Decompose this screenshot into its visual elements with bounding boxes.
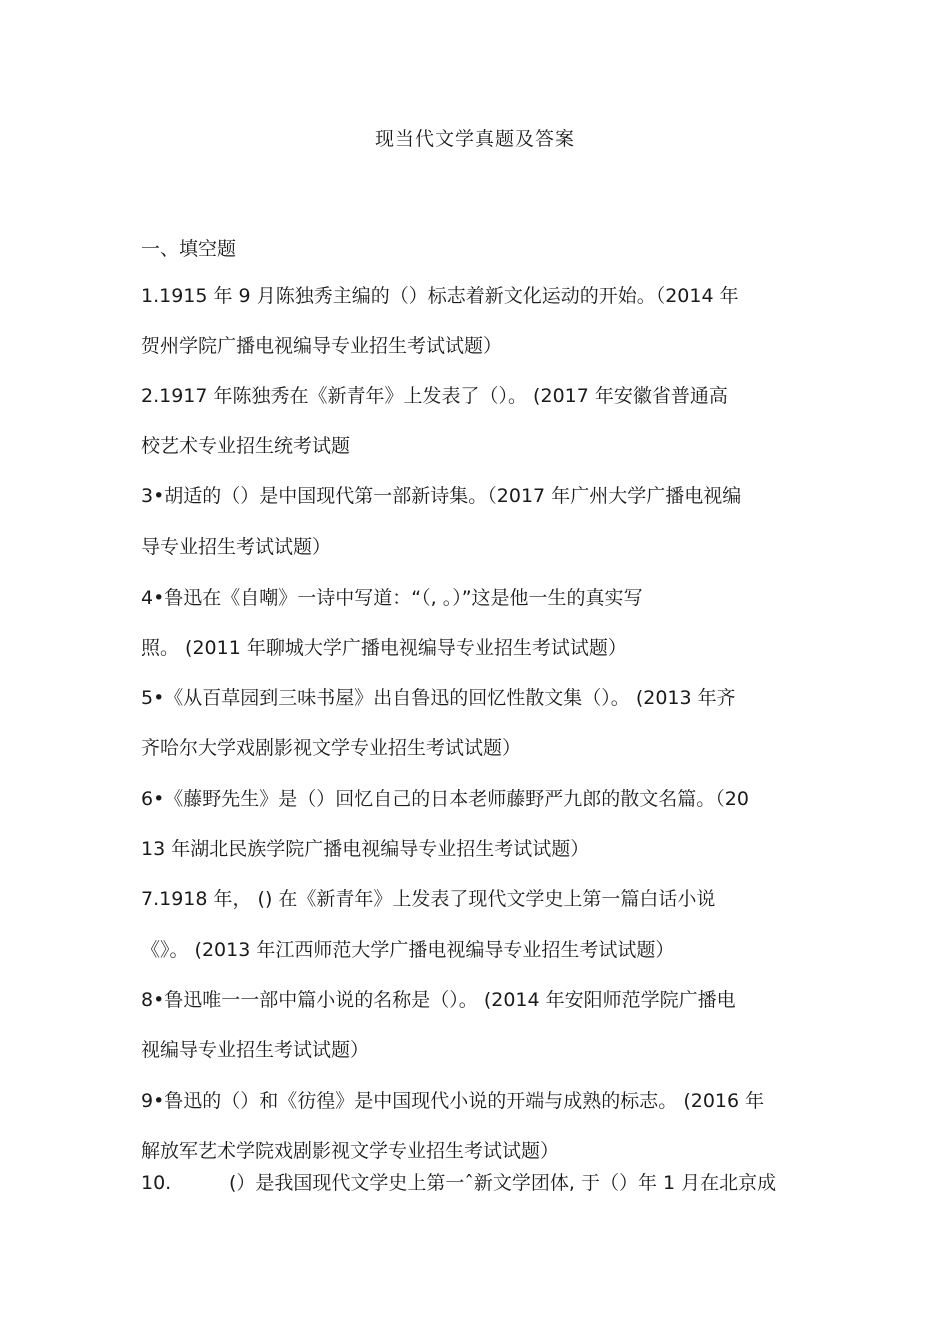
question-line: 5•《从百草园到三味书屋》出自鲁迅的回忆性散文集（）。 (2013 年齐 [141,687,736,709]
question-line: 1.1915 年 9 月陈独秀主编的（）标志着新文化运动的开始。（2014 年 [141,285,739,307]
question-line: 视编导专业招生考试试题） [141,1039,370,1061]
question-line: 3•胡适的（）是中国现代第一部新诗集。（2017 年广州大学广播电视编 [141,485,742,507]
question-line: 2.1917 年陈独秀在《新青年》上发表了（）。 (2017 年安徽省普通高 [141,385,728,407]
question-line: 贺州学院广播电视编导专业招生考试试题） [141,335,503,357]
question-line: 9•鲁迅的（）和《彷徨》是中国现代小说的开端与成熟的标志。 (2016 年 [141,1090,765,1112]
question-line: 8•鲁迅唯一一部中篇小说的名称是（）。 (2014 年安阳师范学院广播电 [141,989,736,1011]
question-number: 10. [141,1172,172,1194]
document-title: 现当代文学真题及答案 [374,128,575,150]
question-line: 4•鲁迅在《自嘲》一诗中写道：“（, 。）”这是他一生的真实写 [141,587,643,609]
section-heading: 一、填空题 [141,238,237,260]
question-line: 《》。 (2013 年江西师范大学广播电视编导专业招生考试试题） [141,939,675,961]
question-line: 6•《藤野先生》是（）回忆自己的日本老师藤野严九郎的散文名篇。（20 [141,788,749,810]
question-text: (）是我国现代文学史上第一ˆ新文学团体, 于（）年 1 月在北京成 [229,1172,777,1194]
question-line-10 [141,1171,776,1195]
question-line: 解放军艺术学院戏剧影视文学专业招生考试试题） [141,1140,560,1162]
question-line: 齐哈尔大学戏剧影视文学专业招生考试试题） [141,737,522,759]
question-line: 照。 (2011 年聊城大学广播电视编导专业招生考试试题） [141,637,627,659]
question-line: 导专业招生考试试题） [141,536,332,558]
question-line: 校艺术专业招生统考试题 [141,435,351,457]
question-line: 13 年湖北民族学院广播电视编导专业招生考试试题） [141,838,590,860]
question-line: 7.1918 年， () 在《新青年》上发表了现代文学史上第一篇白话小说 [141,888,716,910]
